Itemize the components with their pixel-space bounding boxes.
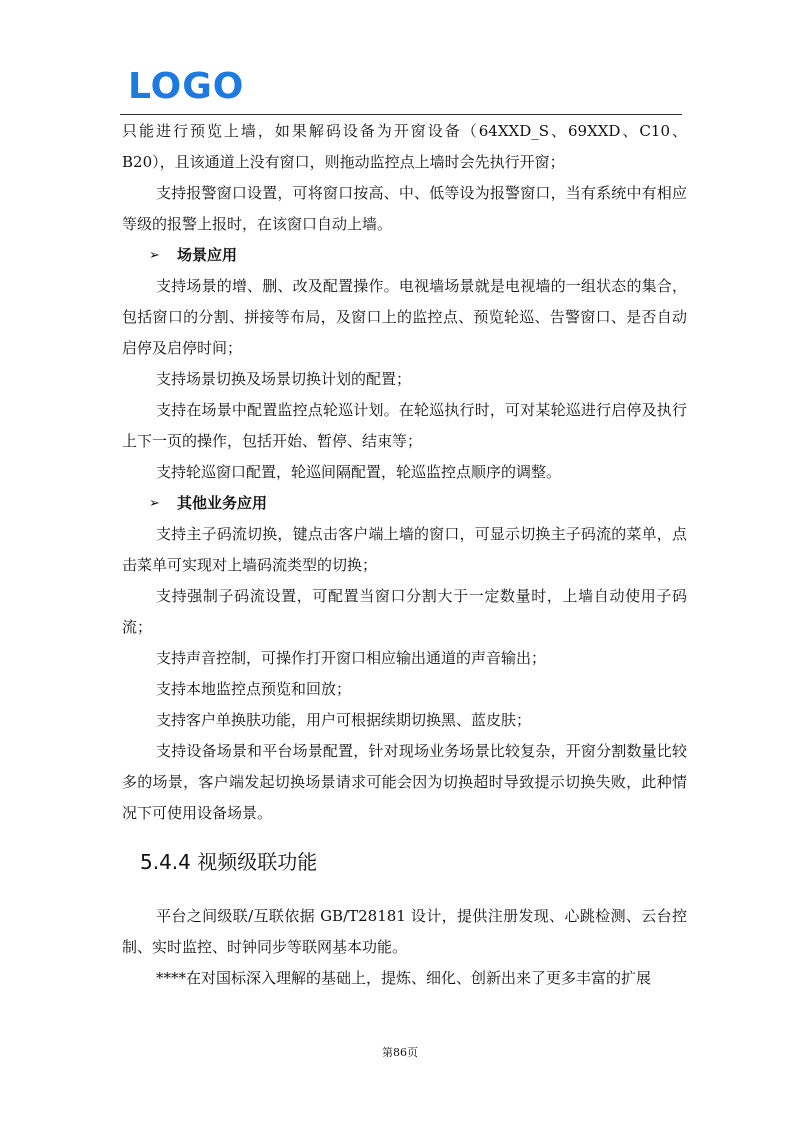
- arrow-bullet-icon: ➢: [149, 248, 160, 263]
- bullet-heading-label: 场景应用: [177, 246, 238, 264]
- paragraph: ****在对国标深入理解的基础上，提炼、细化、创新出来了更多丰富的扩展: [156, 969, 652, 987]
- arrow-bullet-icon: ➢: [149, 496, 160, 511]
- bullet-heading-scene: [122, 240, 687, 271]
- paragraph: 支持强制子码流设置，可配置当窗口分割大于一定数量时，上墙自动使用子码流；: [122, 587, 687, 636]
- paragraph: 支持在场景中配置监控点轮巡计划。在轮巡执行时，可对某轮巡进行启停及执行上下一页的操作，包括开始、暂停、结束等；: [122, 401, 687, 450]
- paragraph: 支持报警窗口设置，可将窗口按高、中、低等设为报警窗口，当有系统中有相应等级的报警上报时，在该窗口自动上墙。: [122, 184, 687, 233]
- paragraph: 支持声音控制，可操作打开窗口相应输出通道的声音输出；: [156, 649, 547, 667]
- paragraph: 支持场景切换及场景切换计划的配置；: [156, 370, 412, 388]
- company-logo: LOGO: [128, 66, 245, 107]
- paragraph: 支持本地监控点预览和回放；: [156, 680, 352, 698]
- header-divider: [120, 114, 682, 115]
- document-body: [122, 116, 687, 994]
- paragraph: 支持客户单换肤功能，用户可根据续期切换黑、蓝皮肤；: [156, 711, 532, 729]
- bullet-heading-other: [122, 488, 687, 519]
- paragraph: 只能进行预览上墙，如果解码设备为开窗设备（64XXD_S、69XXD、C10、B20），且该通道上没有窗口，则拖动监控点上墙时会先执行开窗；: [122, 122, 687, 171]
- paragraph: 支持设备场景和平台场景配置，针对现场业务场景比较复杂，开窗分割数量比较多的场景，客户端发起切换场景请求可能会因为切换超时导致提示切换失败，此种情况下可使用设备场景。: [122, 742, 687, 822]
- section-heading: 5.4.4 视频级联功能: [140, 850, 318, 874]
- paragraph: 平台之间级联/互联依据 GB/T28181 设计，提供注册发现、心跳检测、云台控制、实时监控、时钟同步等联网基本功能。: [122, 907, 687, 956]
- paragraph: 支持主子码流切换，键点击客户端上墙的窗口，可显示切换主子码流的菜单，点击菜单可实现对上墙码流类型的切换；: [122, 525, 687, 574]
- bullet-heading-label: 其他业务应用: [177, 494, 268, 512]
- paragraph: 支持场景的增、删、改及配置操作。电视墙场景就是电视墙的一组状态的集合，包括窗口的分割、拼接等布局，及窗口上的监控点、预览轮巡、告警窗口、是否自动启停及启停时间；: [122, 277, 687, 357]
- paragraph: 支持轮巡窗口配置，轮巡间隔配置，轮巡监控点顺序的调整。: [156, 463, 562, 481]
- page-number: 第86页: [382, 1046, 418, 1059]
